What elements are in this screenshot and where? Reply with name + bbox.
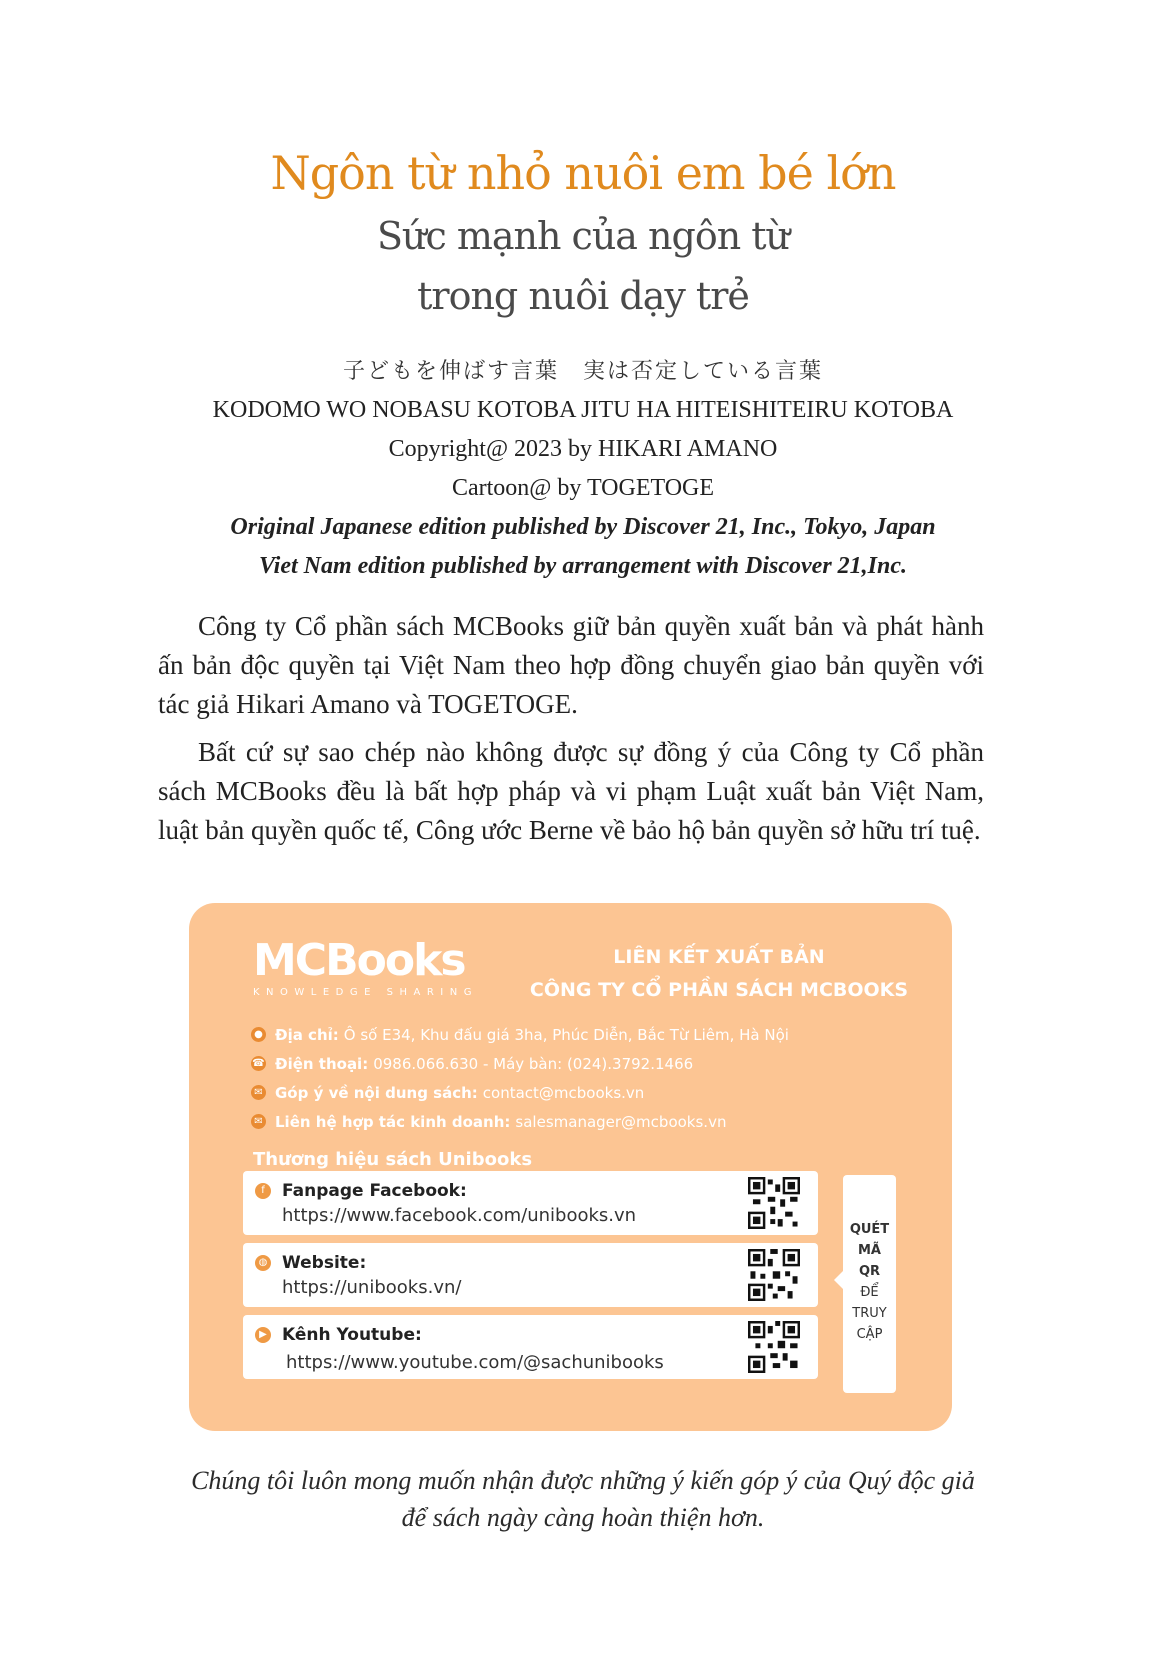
mail-icon: ✉ bbox=[251, 1114, 266, 1129]
business-email-link[interactable]: salesmanager@mcbooks.vn bbox=[515, 1112, 727, 1131]
rights-paragraph-1: Công ty Cổ phần sách MCBooks giữ bản quyền xuất bản và phát hành ấn bản độc quyền tại Việt Nam theo hợp đồng chuyển giao bản quyền với tác giả Hikari Amano và TOGETOGE. bbox=[158, 611, 984, 719]
brand-label: Thương hiệu sách Unibooks bbox=[253, 1149, 533, 1170]
copyright-line: Copyright@ 2023 by HIKARI AMANO bbox=[388, 436, 778, 462]
mcbooks-logo bbox=[253, 937, 478, 998]
japanese-title: 子どもを伸ばす言葉 実は否定している言葉 bbox=[342, 359, 823, 384]
rights-statement bbox=[158, 607, 984, 859]
original-edition-line: Original Japanese edition published by Discover 21, Inc., Tokyo, Japan bbox=[230, 514, 936, 540]
facebook-qr-code[interactable] bbox=[748, 1177, 800, 1229]
youtube-title: Kênh Youtube: bbox=[282, 1325, 422, 1345]
feedback-email-link[interactable]: contact@mcbooks.vn bbox=[482, 1083, 645, 1102]
youtube-link-box[interactable] bbox=[243, 1315, 818, 1379]
contact-address: ● Địa chỉ: Ô số E34, Khu đấu giá 3ha, Phúc Diễn, Bắc Từ Liêm, Hà Nội bbox=[251, 1020, 789, 1049]
website-link-box[interactable] bbox=[243, 1243, 818, 1307]
vn-edition-line: Viet Nam edition published by arrangement with Discover 21,Inc. bbox=[258, 553, 908, 579]
closing-line1: Chúng tôi luôn mong muốn nhận được những ý kiến góp ý của Quý độc giả bbox=[191, 1466, 975, 1495]
logo-wordmark: MCBooks bbox=[253, 935, 465, 986]
rights-paragraph-2: Bất cứ sự sao chép nào không được sự đồng ý của Công ty Cổ phần sách MCBooks đều là bất hợp pháp và vi phạm Luật xuất bản Việt Nam, luật bản quyền quốc tế, Công ước Berne về bảo hộ bản quyền sở hữu trí tuệ. bbox=[158, 737, 984, 845]
book-subtitle-line1: Sức mạnh của ngôn từ bbox=[376, 214, 790, 258]
website-qr-code[interactable] bbox=[748, 1249, 800, 1301]
youtube-qr-code[interactable] bbox=[748, 1321, 800, 1373]
cartoon-line: Cartoon@ by TOGETOGE bbox=[451, 475, 715, 501]
website-url[interactable]: https://unibooks.vn/ bbox=[282, 1277, 462, 1298]
scan-qr-panel: QUÉT MÃ QR ĐỂ TRUY CẬP bbox=[843, 1175, 896, 1393]
title-block bbox=[0, 140, 1166, 326]
facebook-link-box[interactable] bbox=[243, 1171, 818, 1235]
facebook-url[interactable]: https://www.facebook.com/unibooks.vn bbox=[282, 1205, 637, 1226]
location-icon: ● bbox=[251, 1027, 266, 1042]
publisher-heading bbox=[519, 941, 919, 1007]
romaji-title: KODOMO WO NOBASU KOTOBA JITU HA HITEISHITEIRU KOTOBA bbox=[212, 397, 954, 423]
closing-note bbox=[0, 1462, 1166, 1536]
scan-panel-pointer bbox=[834, 1271, 843, 1289]
copyright-block bbox=[0, 352, 1166, 586]
youtube-url[interactable]: https://www.youtube.com/@sachunibooks bbox=[286, 1352, 664, 1373]
mail-icon: ✉ bbox=[251, 1085, 266, 1100]
contact-phone: ☎ Điện thoại: 0986.066.630 - Máy bàn: (024).3792.1466 bbox=[252, 1054, 694, 1073]
website-title: Website: bbox=[282, 1253, 367, 1273]
logo-tagline: KNOWLEDGE SHARING bbox=[253, 987, 478, 998]
publisher-heading-line1: LIÊN KẾT XUẤT BẢN bbox=[613, 946, 825, 968]
facebook-title: Fanpage Facebook: bbox=[282, 1181, 467, 1201]
publisher-heading-line2: CÔNG TY CỔ PHẦN SÁCH MCBOOKS bbox=[529, 979, 909, 1001]
facebook-icon: f bbox=[255, 1183, 271, 1199]
youtube-icon: ▶ bbox=[255, 1327, 271, 1343]
phone-icon: ☎ bbox=[252, 1058, 265, 1069]
contact-business-email: ✉ Liên hệ hợp tác kinh doanh: salesmanager@mcbooks.vn bbox=[251, 1107, 789, 1136]
book-title: Ngôn từ nhỏ nuôi em bé lớn bbox=[270, 146, 896, 200]
publisher-card bbox=[189, 903, 952, 1431]
contact-list bbox=[251, 1020, 789, 1136]
book-subtitle-line2: trong nuôi dạy trẻ bbox=[417, 274, 749, 318]
contact-feedback-email: ✉ Góp ý về nội dung sách: contact@mcbooks.vn bbox=[251, 1078, 789, 1107]
closing-line2: để sách ngày càng hoàn thiện hơn. bbox=[401, 1503, 765, 1532]
globe-icon: ◍ bbox=[255, 1255, 271, 1271]
